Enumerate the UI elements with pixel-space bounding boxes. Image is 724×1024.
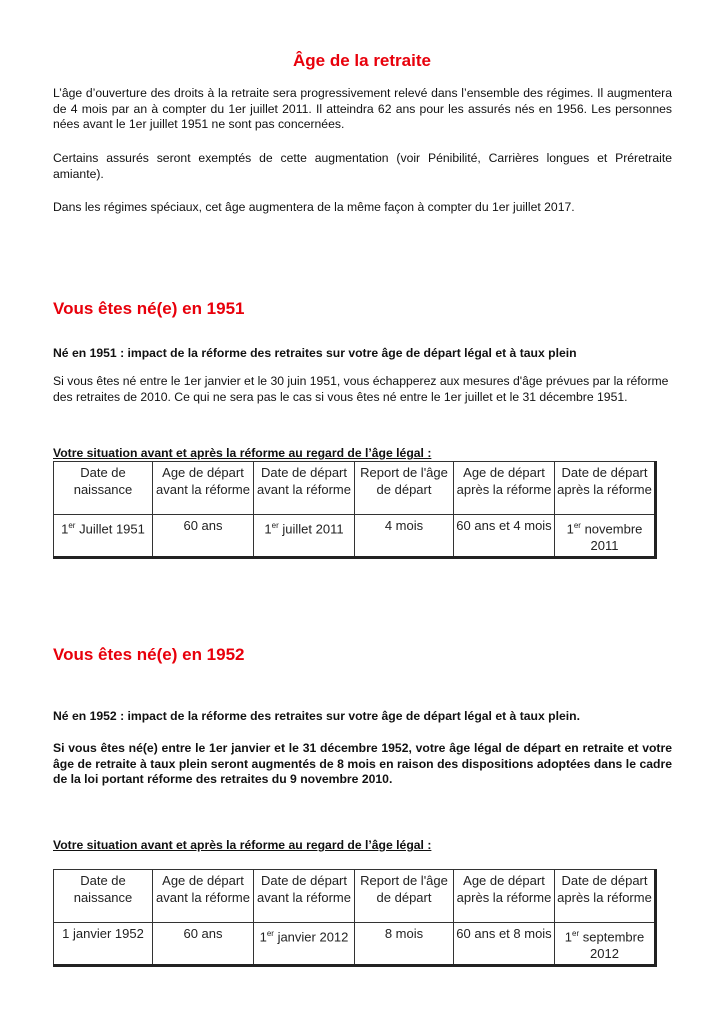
- section-1952-table-caption: Votre situation avant et après la réforme au regard de l’âge légal :: [53, 838, 432, 852]
- cell-age-before: 60 ans: [153, 923, 254, 966]
- date-after-text: septembre 2012: [579, 929, 645, 962]
- header-delay: Report de l'âge de départ: [355, 462, 454, 515]
- date-after-text: novembre 2011: [580, 521, 643, 554]
- header-birth-date: Date de naissance: [54, 870, 153, 923]
- superscript: er: [271, 521, 279, 530]
- section-1951-heading: Vous êtes né(e) en 1951: [53, 299, 245, 318]
- header-birth-date: Date de naissance: [54, 462, 153, 515]
- cell-date-after: 1er septembre 2012: [555, 923, 656, 966]
- section-1951-table-caption: Votre situation avant et après la réforme au regard de l’âge légal :: [53, 446, 432, 460]
- header-age-after: Age de départ après la réforme: [454, 870, 555, 923]
- header-date-before: Date de départ avant la réforme: [254, 462, 355, 515]
- header-age-after: Age de départ après la réforme: [454, 462, 555, 515]
- header-age-before: Age de départ avant la réforme: [153, 462, 254, 515]
- intro-paragraph-3: Dans les régimes spéciaux, cet âge augmentera de la même façon à compter du 1er juillet 2017.: [53, 200, 575, 214]
- section-1952-paragraph: Si vous êtes né(e) entre le 1er janvier et le 31 décembre 1952, votre âge légal de départ en retraite et votre âge de retraite à taux plein seront augmentés de 8 mois en raison des dispositions adoptées dans le cadre de la loi portant réforme des retraites du 9 novembre 2010.: [53, 741, 672, 786]
- cell-date-before: 1er janvier 2012: [254, 923, 355, 966]
- cell-age-after: 60 ans et 4 mois: [454, 515, 555, 558]
- section-1952-heading: Vous êtes né(e) en 1952: [53, 645, 245, 664]
- table-row: [54, 515, 656, 558]
- header-delay: Report de l'âge de départ: [355, 870, 454, 923]
- cell-delay: 8 mois: [355, 923, 454, 966]
- cell-birth-date: 1er Juillet 1951: [54, 515, 153, 558]
- section-1951-paragraph: Si vous êtes né entre le 1er janvier et le 30 juin 1951, vous échapperez aux mesures d'âge prévues par la réforme des retraites de 2010. Ce qui ne sera pas le cas si vous êtes né entre le 1er juillet et le 31 décembre 1951.: [53, 374, 669, 404]
- cell-birth-date: 1 janvier 1952: [54, 923, 153, 966]
- intro-paragraph-1: L’âge d’ouverture des droits à la retraite sera progressivement relevé dans l’ensemble des régimes. Il augmentera de 4 mois par an à compter du 1er juillet 2011. Il atteindra 62 ans pour les assurés nés en 1956. Les personnes nées avant le 1er juillet 1951 ne sont pas concernées.: [53, 86, 672, 131]
- page-title: Âge de la retraite: [293, 51, 431, 70]
- header-date-before: Date de départ avant la réforme: [254, 870, 355, 923]
- intro-paragraph-2: Certains assurés seront exemptés de cette augmentation (voir Pénibilité, Carrières longues et Préretraite amiante).: [53, 151, 672, 181]
- cell-date-before: 1er juillet 2011: [254, 515, 355, 558]
- table-1952: [53, 869, 657, 967]
- header-age-before: Age de départ avant la réforme: [153, 870, 254, 923]
- superscript: er: [573, 521, 581, 530]
- superscript: er: [266, 929, 274, 938]
- superscript: er: [68, 521, 76, 530]
- cell-age-after: 60 ans et 8 mois: [454, 923, 555, 966]
- date-before-text: juillet 2011: [278, 521, 344, 537]
- header-date-after: Date de départ après la réforme: [555, 462, 656, 515]
- table-1951: [53, 461, 657, 559]
- table-header-row: [54, 462, 656, 515]
- birth-date-text: Juillet 1951: [75, 521, 145, 537]
- cell-delay: 4 mois: [355, 515, 454, 558]
- section-1951-subheading: Né en 1951 : impact de la réforme des retraites sur votre âge de départ légal et à taux plein: [53, 346, 577, 360]
- table-header-row: [54, 870, 656, 923]
- cell-age-before: 60 ans: [153, 515, 254, 558]
- superscript: er: [572, 929, 580, 938]
- table-row: [54, 923, 656, 966]
- section-1952-subheading: Né en 1952 : impact de la réforme des retraites sur votre âge de départ légal et à taux plein.: [53, 709, 580, 723]
- header-date-after: Date de départ après la réforme: [555, 870, 656, 923]
- cell-date-after: 1er novembre 2011: [555, 515, 656, 558]
- date-before-text: janvier 2012: [273, 929, 349, 945]
